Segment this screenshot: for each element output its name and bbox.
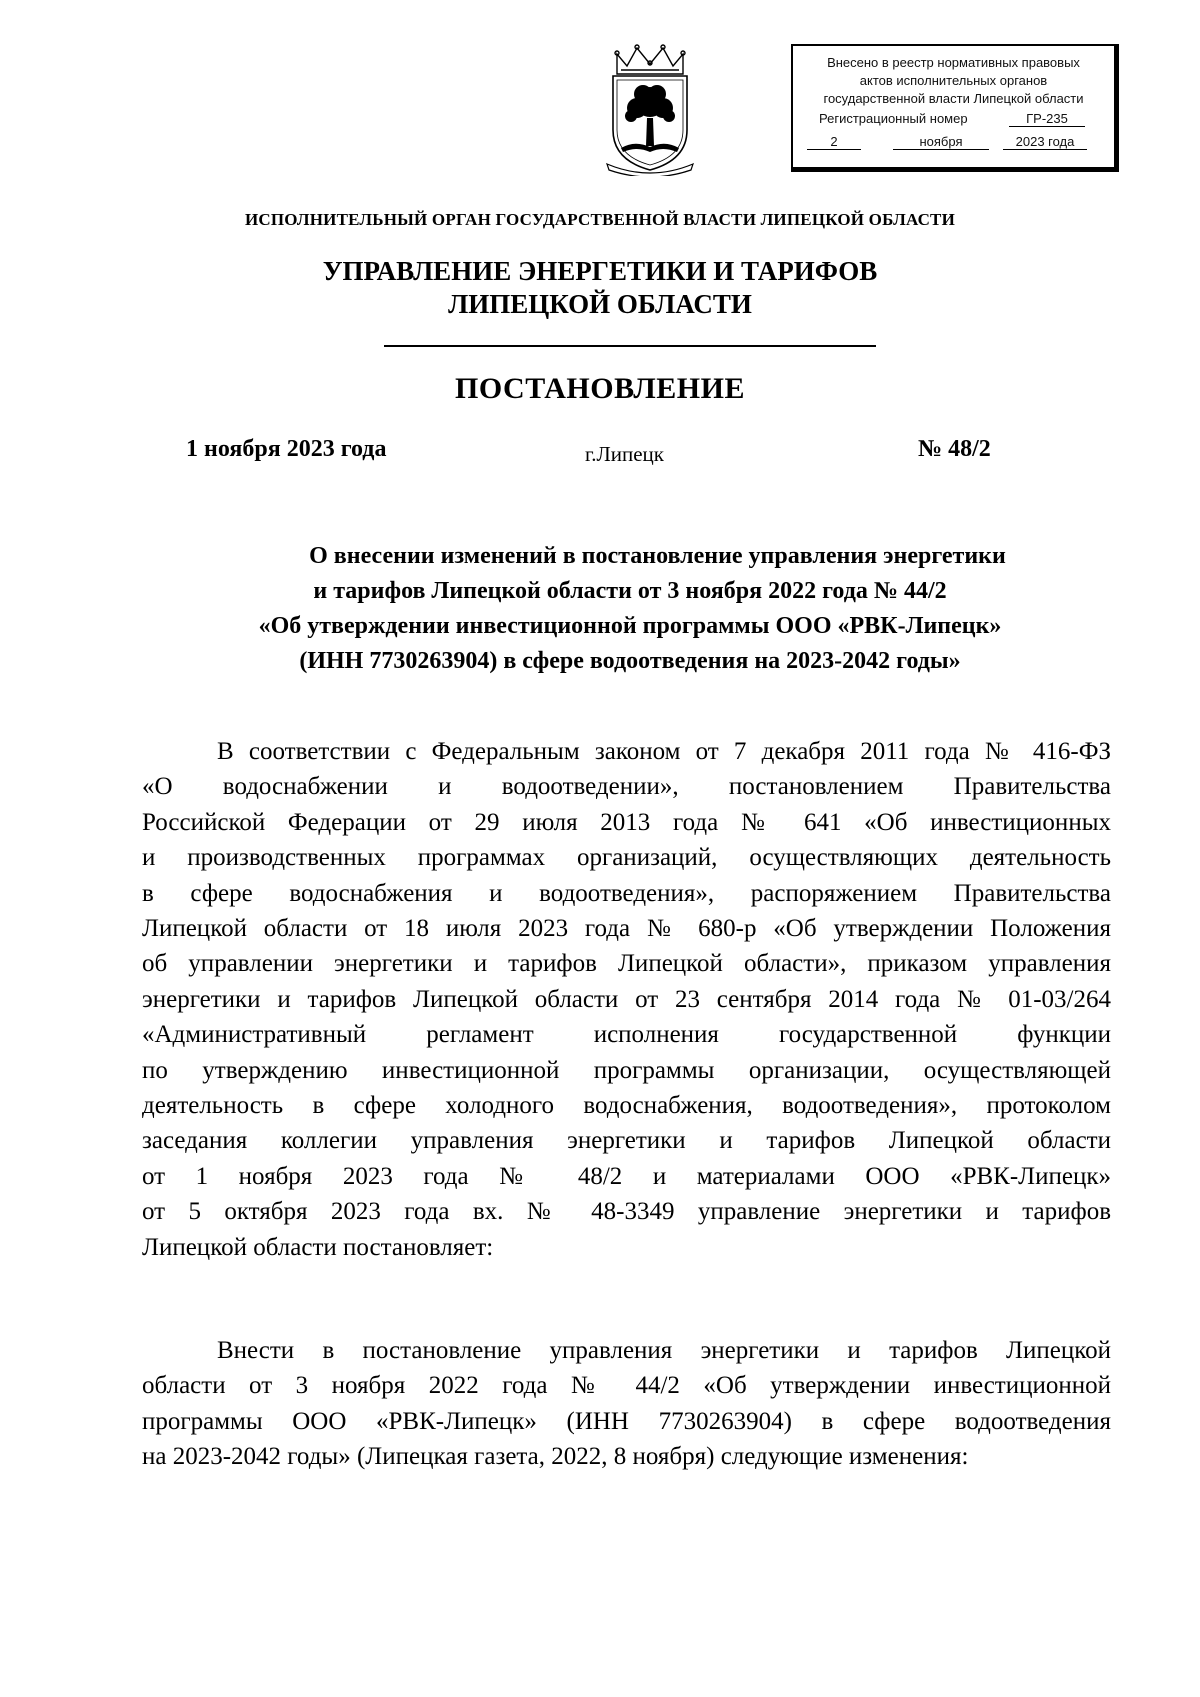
paragraph-line: об управлении энергетики и тарифов Липецкой области», приказом управления (142, 950, 1111, 978)
stamp-year: 2023 года (1003, 134, 1087, 150)
paragraph-line: в сфере водоснабжения и водоотведения», распоряжением Правительства (142, 879, 1111, 907)
subject-line: «Об утверждении инвестиционной программы ООО «РВК-Липецк» (258, 613, 1002, 639)
document-number: № 48/2 (918, 436, 991, 462)
paragraph-line: программы ООО «РВК-Липецк» (ИНН 7730263904) в сфере водоотведения (142, 1407, 1111, 1435)
paragraph-line: по утверждению инвестиционной программы организации, осуществляющей (142, 1056, 1111, 1084)
body-paragraph-1 (142, 734, 1111, 1265)
paragraph-line: области от 3 ноября 2022 года № 44/2 «Об утверждении инвестиционной (142, 1372, 1111, 1400)
subject-line: (ИНН 7730263904) в сфере водоотведения на 2023-2042 годы» (299, 648, 961, 674)
paragraph-line: Российской Федерации от 29 июля 2013 года № 641 «Об инвестиционных (142, 808, 1111, 836)
stamp-reg-number: ГР-235 (1009, 111, 1085, 127)
authority-name: ИСПОЛНИТЕЛЬНЫЙ ОРГАН ГОСУДАРСТВЕННОЙ ВЛАСТИ ЛИПЕЦКОЙ ОБЛАСТИ (244, 210, 956, 229)
paragraph-line: В соответствии с Федеральным законом от 7 декабря 2011 года № 416-ФЗ (217, 738, 1111, 765)
document-date: 1 ноября 2023 года (186, 436, 387, 462)
paragraph-line: заседания коллегии управления энергетики и тарифов Липецкой области (142, 1127, 1111, 1155)
paragraph-line: энергетики и тарифов Липецкой области от 23 сентября 2014 года № 01-03/264 (142, 985, 1111, 1013)
paragraph-line: от 5 октября 2023 года вх. № 48-3349 управление энергетики и тарифов (142, 1198, 1111, 1226)
stamp-line-2: актов исполнительных органов (859, 73, 1048, 88)
coat-of-arms-emblem (603, 44, 697, 176)
paragraph-line: Липецкой области постановляет: (142, 1233, 494, 1261)
stamp-month: ноября (893, 134, 989, 150)
subject-line: и тарифов Липецкой области от 3 ноября 2022 года № 44/2 (313, 578, 947, 604)
paragraph-line: «Административный регламент исполнения государственной функции (142, 1021, 1111, 1049)
paragraph-line: и производственных программах организаций, осуществляющих деятельность (142, 844, 1111, 872)
stamp-reg-label: Регистрационный номер (819, 111, 968, 126)
department-name-line-2: ЛИПЕЦКОЙ ОБЛАСТИ (448, 289, 752, 319)
document-type: ПОСТАНОВЛЕНИЕ (455, 372, 745, 405)
stamp-line-3: государственной власти Липецкой области (823, 91, 1084, 106)
paragraph-line: «О водоснабжении и водоотведении», постановлением Правительства (142, 773, 1111, 801)
paragraph-line: деятельность в сфере холодного водоснабжения, водоотведения», протоколом (142, 1092, 1111, 1120)
department-name (0, 255, 1200, 321)
department-name-line-1: УПРАВЛЕНИЕ ЭНЕРГЕТИКИ И ТАРИФОВ (322, 256, 878, 286)
body-paragraph-2 (142, 1333, 1111, 1475)
paragraph-line: Внести в постановление управления энергетики и тарифов Липецкой (217, 1337, 1111, 1364)
stamp-day: 2 (807, 134, 861, 150)
document-city: г.Липецк (585, 442, 664, 466)
document-subject (170, 539, 1090, 679)
stamp-line-1: Внесено в реестр нормативных правовых (827, 55, 1080, 70)
header-divider (384, 345, 876, 347)
paragraph-line: Липецкой области от 18 июля 2023 года № 680-р «Об утверждении Положения (142, 915, 1111, 943)
paragraph-line: на 2023-2042 годы» (Липецкая газета, 2022, 8 ноября) следующие изменения: (142, 1443, 969, 1471)
registry-stamp (791, 44, 1119, 172)
paragraph-line: от 1 ноября 2023 года № 48/2 и материалами ООО «РВК-Липецк» (142, 1162, 1111, 1190)
subject-line: О внесении изменений в постановление управления энергетики (309, 543, 1006, 569)
